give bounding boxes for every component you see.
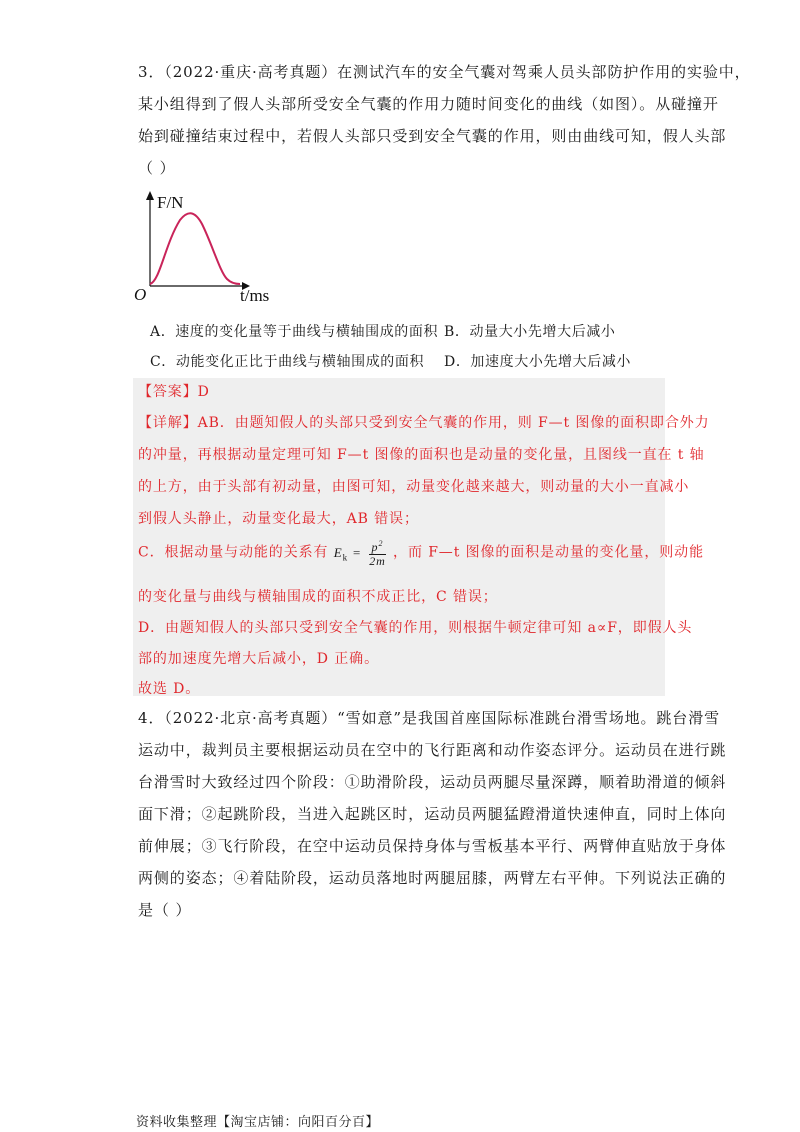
detail-c-text-before: C．根据动量与动能的关系有: [138, 544, 329, 561]
detail-d-line-2: 部的加速度先增大后减小，D 正确。: [138, 651, 379, 667]
y-axis-label: F/N: [157, 193, 184, 212]
formula-denominator: 2m: [369, 554, 386, 568]
formula-numerator: [369, 537, 385, 555]
q4-stem-line-2: 运动中，裁判员主要根据运动员在空中的飞行距离和动作姿态评分。运动员在进行跳: [138, 741, 727, 759]
formula-fraction: [369, 537, 385, 568]
detail-line-4: 到假人头静止，动量变化最大，AB 错误；: [138, 511, 419, 527]
y-axis-arrow-icon: [146, 191, 154, 200]
option-c: C．动能变化正比于曲线与横轴围成的面积: [150, 354, 425, 370]
x-axis-label: t/ms: [240, 286, 270, 305]
q4-stem-line-1: 4．（2022·北京·高考真题）“雪如意”是我国首座国际标准跳台滑雪场地。跳台滑雪: [138, 709, 720, 727]
formula-ek-sub: k: [342, 552, 349, 563]
detail-line-1: 【详解】AB．由题知假人的头部只受到安全气囊的作用，则 F—t 图像的面积即合外力: [138, 415, 710, 431]
detail-line-2: 的冲量，再根据动量定理可知 F—t 图像的面积也是动量的变化量，且图线一直在 t 轴: [138, 447, 705, 463]
formula-p-exponent: 2: [378, 539, 384, 548]
origin-label: O: [134, 285, 147, 304]
q3-stem-line-4: （ ）: [138, 159, 176, 177]
q4-stem-line-7: 是（ ）: [138, 901, 192, 919]
option-b: B．动量大小先增大后减小: [444, 324, 616, 340]
page-footer: 资料收集整理【淘宝店铺：向阳百分百】: [136, 1115, 380, 1130]
kinetic-energy-formula: $E_k$ =: [333, 544, 362, 563]
q4-stem-line-5: 前伸展；③飞行阶段，在空中运动员保持身体与雪板基本平行、两臂伸直贴放于身体: [138, 837, 727, 855]
option-d: D．加速度大小先增大后减小: [444, 354, 632, 370]
detail-line-3: 的上方，由于头部有初动量，由图可知，动量变化越来越大，则动量的大小一直减小: [138, 479, 690, 495]
detail-c-text-after: ，而 F—t 图像的面积是动量的变化量，则动能: [393, 544, 704, 561]
detail-d-line-1: D．由题知假人的头部只受到安全气囊的作用，则根据牛顿定律可知 a∝F，即假人头: [138, 620, 693, 636]
q3-stem-line-2: 某小组得到了假人头部所受安全气囊的作用力随时间变化的曲线（如图）。从碰撞开: [138, 95, 719, 113]
detail-c-line-2: 的变化量与曲线与横轴围成的面积不成正比，C 错误；: [138, 589, 498, 605]
force-time-graph: [130, 186, 290, 306]
q4-stem-line-4: 面下滑；②起跳阶段，当进入起跳区时，运动员两腿猛蹬滑道快速伸直，同时上体向: [138, 805, 727, 823]
q4-stem-line-3: 台滑雪时大致经过四个阶段：①助滑阶段，运动员两腿尽量深蹲，顺着助滑道的倾斜: [138, 773, 727, 791]
answer-label: 【答案】D: [138, 384, 210, 400]
q3-stem-line-1: 3．（2022·重庆·高考真题）在测试汽车的安全气囊对驾乘人员头部防护作用的实验中，: [138, 63, 751, 81]
formula-ek: E: [333, 544, 343, 560]
detail-c-line-1: [138, 537, 704, 572]
option-a: A．速度的变化量等于曲线与横轴围成的面积: [150, 324, 439, 340]
q4-stem-line-6: 两侧的姿态；④着陆阶段，运动员落地时两腿屈膝，两臂左右平伸。下列说法正确的: [138, 869, 727, 887]
q3-stem-line-3: 始到碰撞结束过程中，若假人头部只受到安全气囊的作用，则由曲线可知，假人头部: [138, 127, 727, 145]
formula-p: p: [371, 540, 379, 554]
conclusion: 故选 D。: [138, 681, 201, 697]
force-curve: [150, 213, 240, 284]
